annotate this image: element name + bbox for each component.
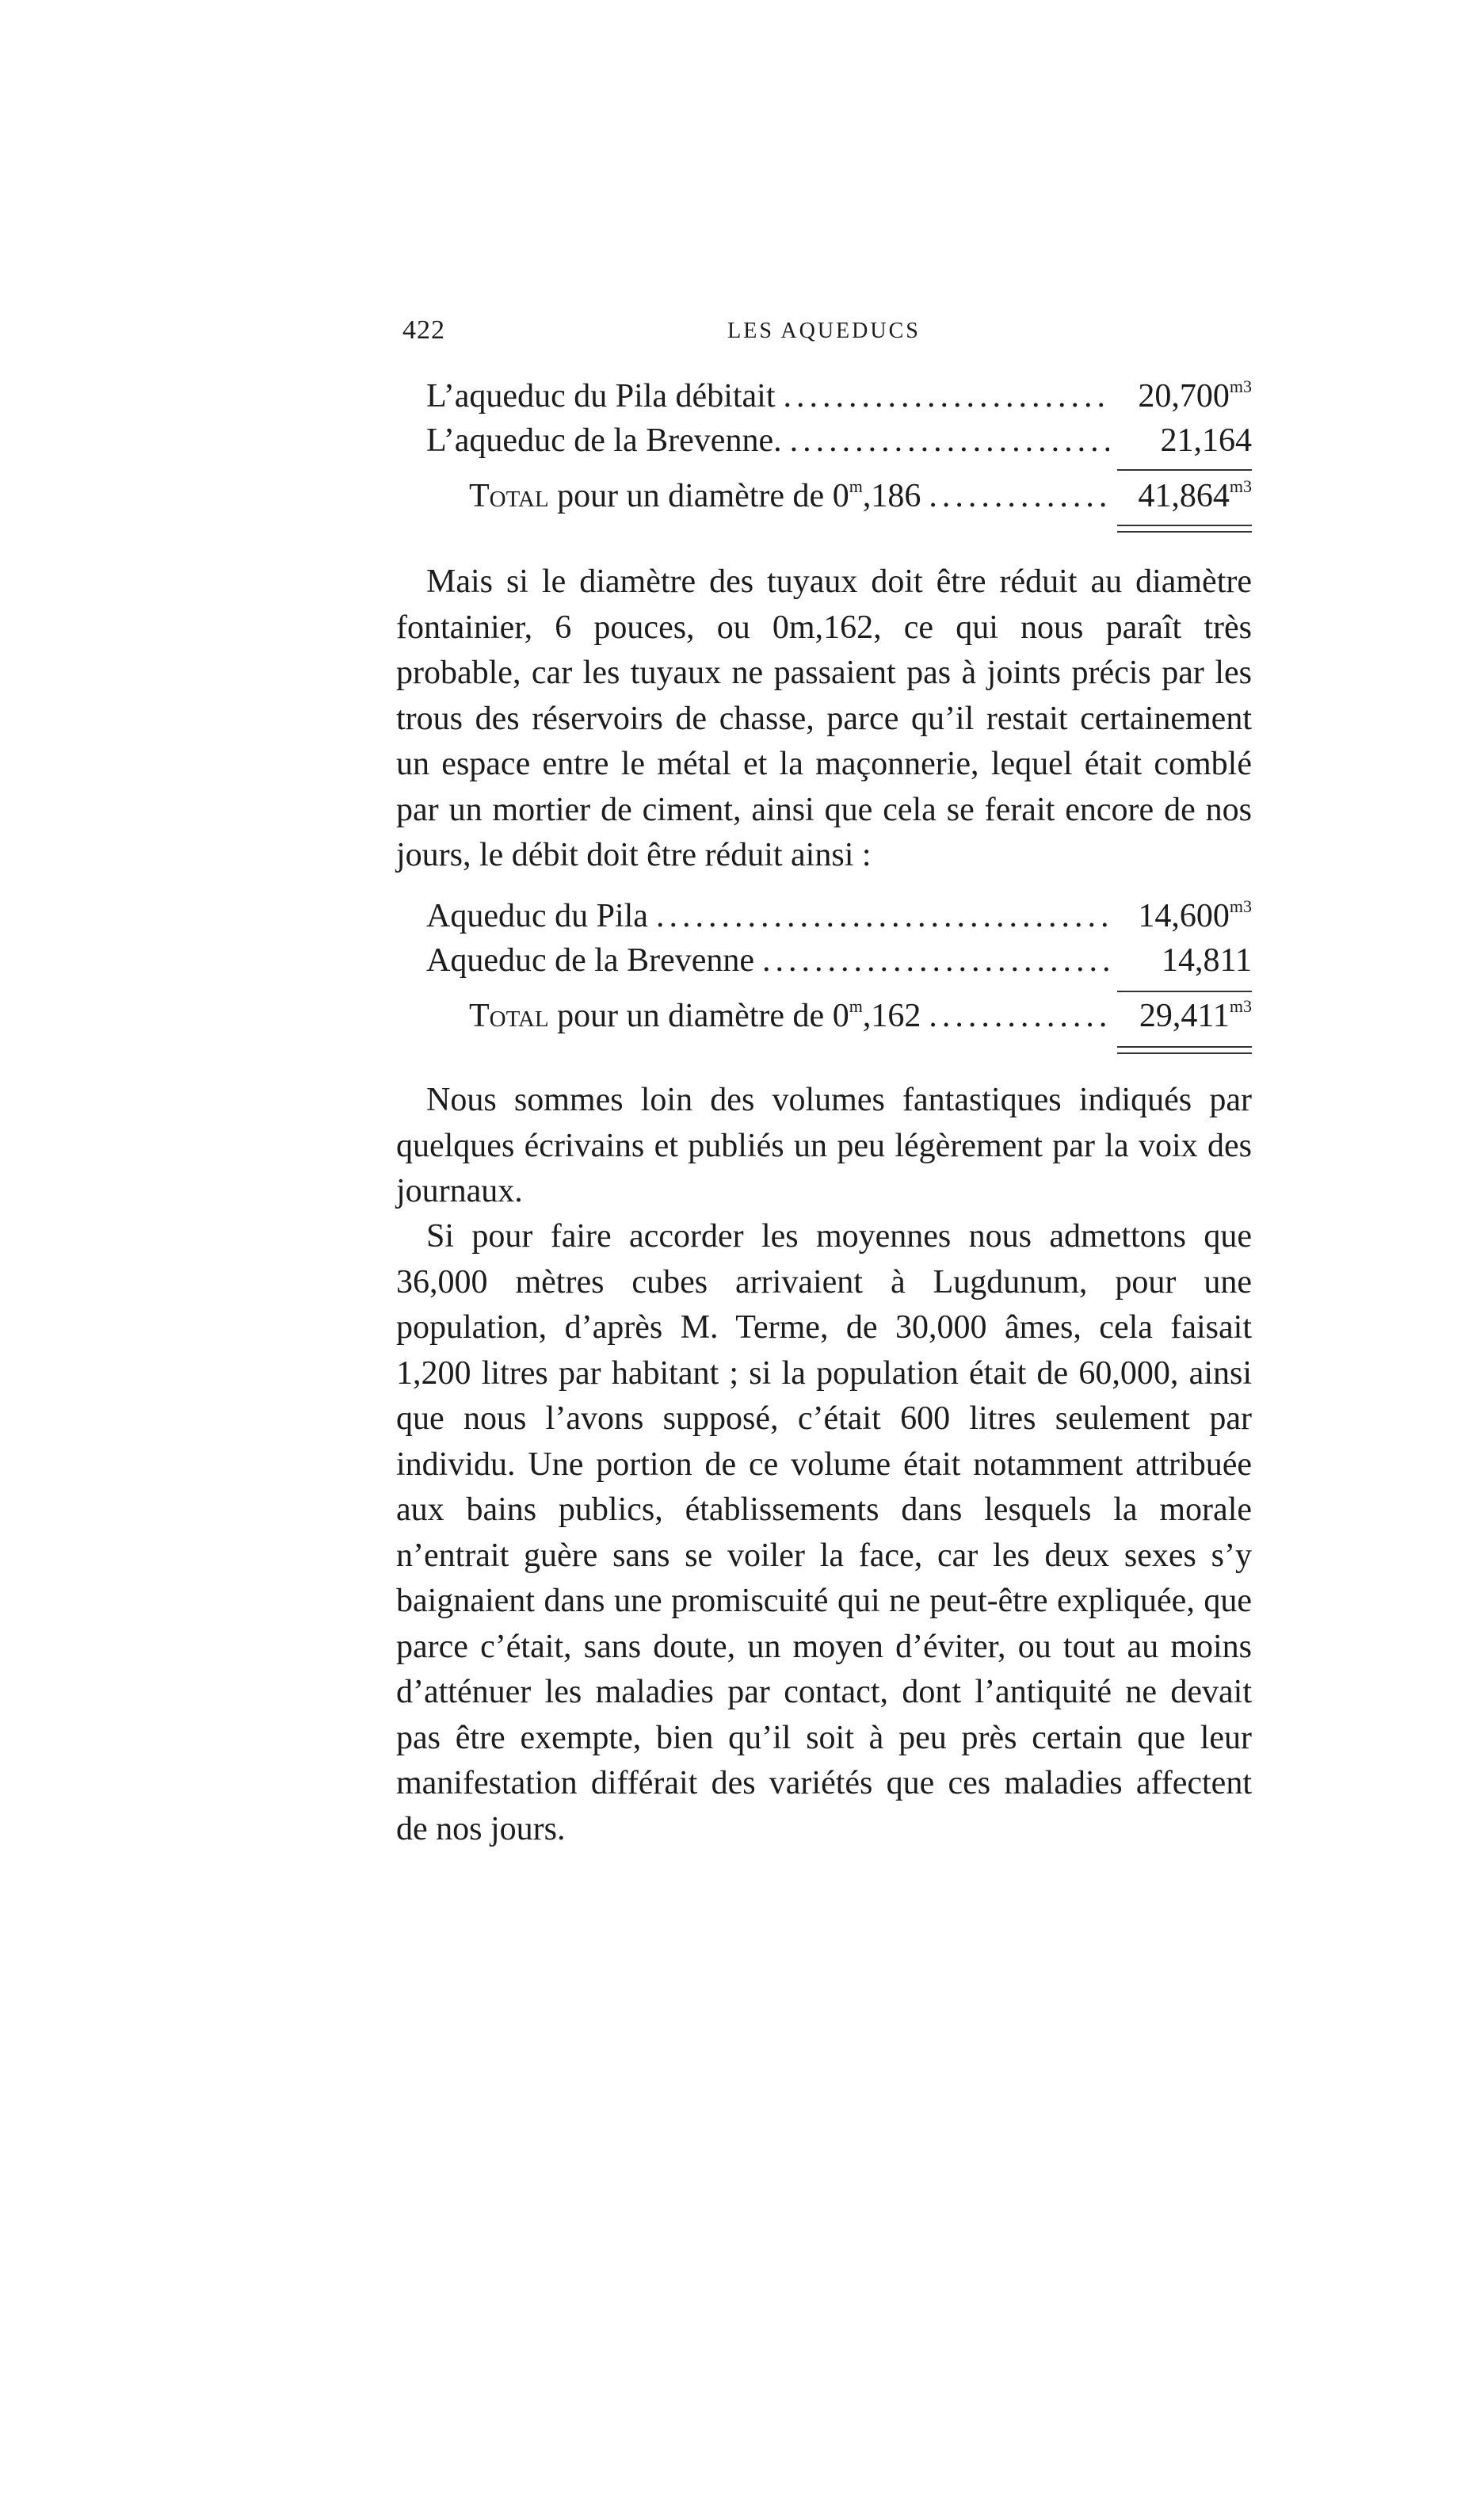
paragraph: Mais si le diamètre des tuyaux doit être réduit au diamètre fontainier, 6 pouces, ou 0m,162, ce qui nous paraît très probable, car les tuyaux ne passaient pas à joints précis par les trous des réservoirs de chasse, parce qu’il restait certainement un espace entre le métal et la maçonnerie, lequel était comblé par un mortier de ciment, ainsi que cela se ferait encore de nos jours, le débit doit être réduit ainsi : xyxy=(396,563,1252,873)
table-row xyxy=(426,418,1252,463)
table-row xyxy=(426,894,1252,938)
total-double-rule xyxy=(1117,1046,1252,1054)
total-value: $29,411^{m3}$ xyxy=(1139,996,1252,1034)
row-label: Aqueduc du Pila xyxy=(426,898,648,934)
table-row xyxy=(426,374,1252,418)
row-label: L’aqueduc de la Brevenne. xyxy=(426,422,782,459)
row-value: $14,600^{m3}$ xyxy=(1138,896,1252,934)
running-head: LES AQUEDUCS xyxy=(727,319,921,343)
total-value: $41,864^{m3}$ xyxy=(1138,476,1252,514)
discharge-table-1 xyxy=(426,374,1252,518)
page-number: 422 xyxy=(402,315,445,345)
table-total-row xyxy=(426,994,1252,1038)
paragraph: Nous sommes loin des volumes fantastiques indiqués par quelques écrivains et publiés un peu légèrement par la voix des journaux. xyxy=(396,1082,1252,1209)
total-label: Total pour un diamètre de 0$^m$,162 xyxy=(469,996,921,1034)
total-label: Total pour un diamètre de 0$^m$,186 xyxy=(469,476,921,514)
page-header xyxy=(396,315,1252,355)
total-double-rule xyxy=(1117,525,1252,533)
table-row xyxy=(426,938,1252,983)
paragraph: Si pour faire accorder les moyennes nous admettons que 36,000 mètres cubes arrivaient à Lugdunum, pour une population, d’après M. Terme, de 30,000 âmes, cela faisait 1,200 litres par habitant ; si la population était de 60,000, ainsi que nous l’avons supposé, c’était 600 litres seulement par individu. Une portion de ce volume était notamment attribuée aux bains publics, établissements dans lesquels la morale n’entrait guère sans se voiler la face, car les deux sexes s’y baignaient dans une promiscuité qui ne peut-être expliquée, que parce c’était, sans doute, un moyen d’éviter, ou tout au moins d’atténuer les maladies par contact, dont l’antiquité ne devait pas être exempte, bien qu’il soit à peu près certain que leur manifestation différait des variétés que ces maladies affectent de nos jours. xyxy=(396,1218,1252,1847)
row-label: L’aqueduc du Pila débitait xyxy=(426,378,776,414)
discharge-table-2 xyxy=(426,894,1252,1038)
row-value: $20,700^{m3}$ xyxy=(1138,376,1252,414)
row-value: 21,164 xyxy=(1160,422,1252,459)
table-total-row xyxy=(426,474,1252,518)
row-label: Aqueduc de la Brevenne xyxy=(426,942,754,979)
sum-rule xyxy=(1117,991,1252,992)
row-value: 14,811 xyxy=(1162,942,1252,979)
sum-rule xyxy=(1117,469,1252,471)
